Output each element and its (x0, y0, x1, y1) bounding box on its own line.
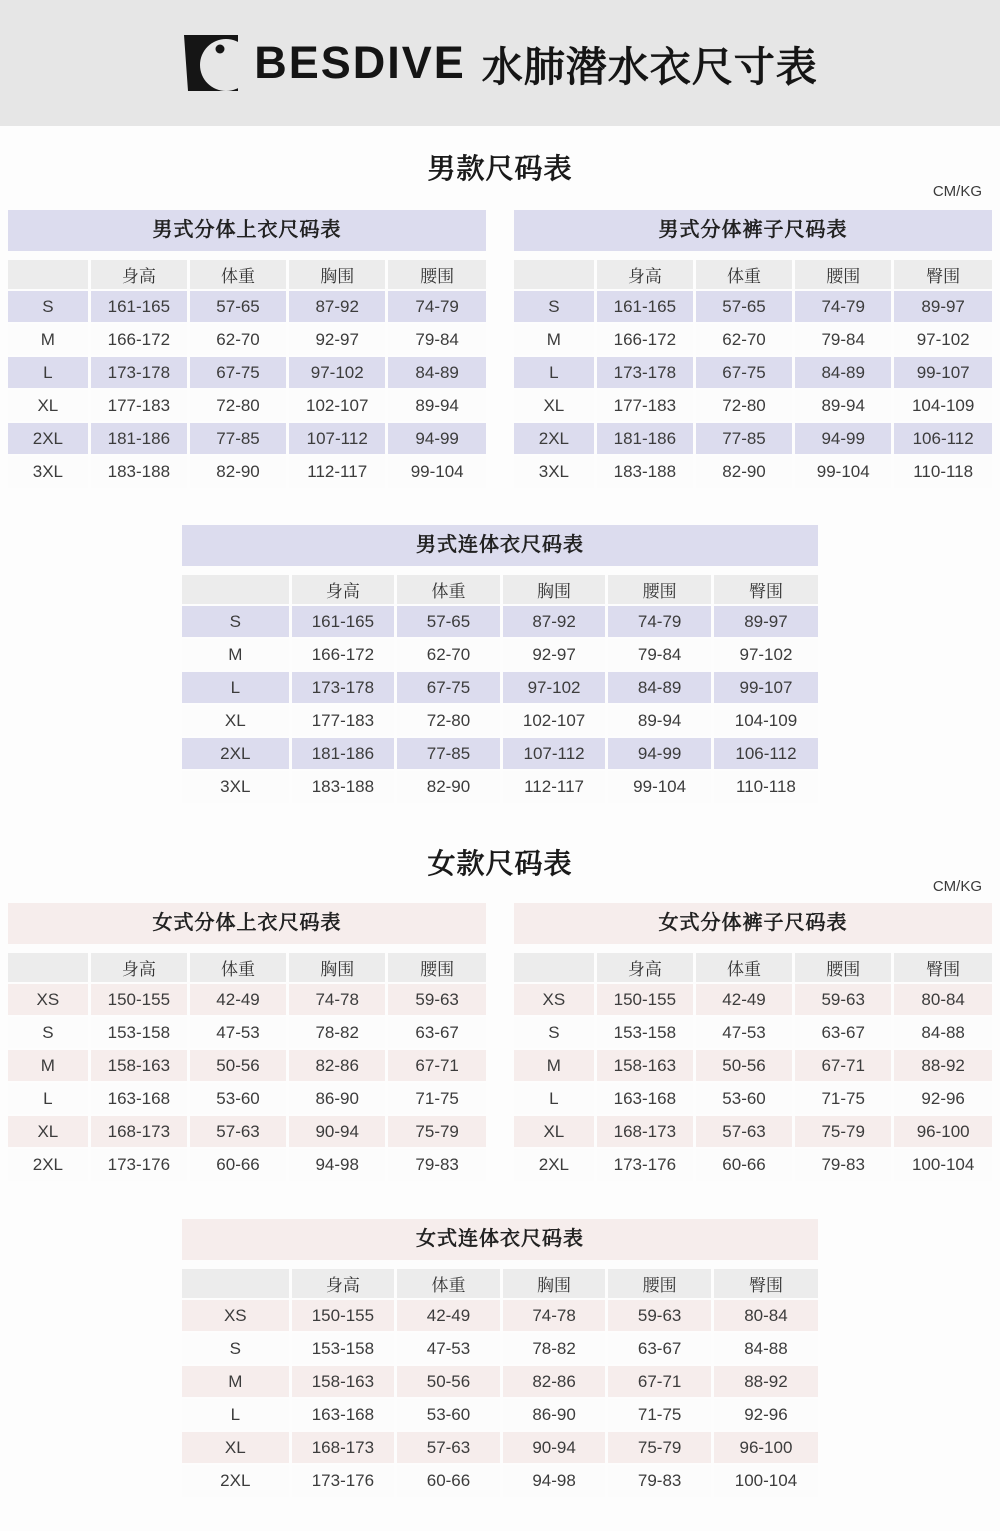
men-onepiece-table-title: 男式连体衣尺码表 (182, 525, 818, 566)
range-cell: 82-90 (396, 770, 502, 803)
size-cell: XS (8, 983, 89, 1016)
range-cell: 50-56 (188, 1049, 287, 1082)
table-row (182, 1431, 818, 1464)
size-cell: XL (514, 1115, 595, 1148)
range-cell: 82-90 (188, 455, 287, 488)
measure-column-header: 体重 (396, 574, 502, 605)
size-column-header (8, 952, 89, 983)
size-cell: 2XL (514, 422, 595, 455)
column-header-row (182, 574, 818, 605)
column-header-row (8, 259, 486, 290)
range-cell: 89-94 (387, 389, 486, 422)
range-cell: 67-75 (396, 671, 502, 704)
measure-column-header: 臀围 (712, 574, 818, 605)
brand-banner (0, 0, 1000, 126)
range-cell: 99-104 (387, 455, 486, 488)
table-row (8, 323, 486, 356)
range-cell: 99-107 (712, 671, 818, 704)
column-header-row (514, 952, 992, 983)
range-cell: 107-112 (288, 422, 387, 455)
size-cell: XL (8, 389, 89, 422)
range-cell: 59-63 (607, 1299, 713, 1332)
range-cell: 102-107 (501, 704, 607, 737)
women-onepiece-size-table (182, 1267, 818, 1497)
range-cell: 94-99 (794, 422, 893, 455)
size-cell: M (8, 323, 89, 356)
table-row (8, 422, 486, 455)
men-onepiece-size-table (182, 573, 818, 803)
size-cell: M (514, 323, 595, 356)
range-cell: 150-155 (89, 983, 188, 1016)
measure-column-header: 腰围 (794, 259, 893, 290)
range-cell: 42-49 (188, 983, 287, 1016)
range-cell: 57-65 (694, 290, 793, 323)
size-cell: L (8, 1082, 89, 1115)
table-row (514, 1148, 992, 1181)
range-cell: 78-82 (288, 1016, 387, 1049)
range-cell: 57-65 (396, 605, 502, 638)
table-row (8, 1148, 486, 1181)
range-cell: 71-75 (607, 1398, 713, 1431)
range-cell: 74-79 (794, 290, 893, 323)
range-cell: 153-158 (290, 1332, 396, 1365)
range-cell: 47-53 (694, 1016, 793, 1049)
range-cell: 84-89 (607, 671, 713, 704)
measure-column-header: 身高 (595, 952, 694, 983)
size-cell: 3XL (182, 770, 290, 803)
measure-column-header: 体重 (188, 952, 287, 983)
women-split-tables-row (0, 903, 1000, 1181)
range-cell: 96-100 (893, 1115, 992, 1148)
size-cell: L (514, 356, 595, 389)
size-cell: XL (182, 1431, 290, 1464)
range-cell: 96-100 (712, 1431, 818, 1464)
size-cell: XS (514, 983, 595, 1016)
range-cell: 60-66 (188, 1148, 287, 1181)
range-cell: 87-92 (288, 290, 387, 323)
size-cell: 2XL (514, 1148, 595, 1181)
range-cell: 99-104 (607, 770, 713, 803)
table-row (182, 1398, 818, 1431)
range-cell: 74-78 (501, 1299, 607, 1332)
table-row (182, 1332, 818, 1365)
range-cell: 59-63 (794, 983, 893, 1016)
range-cell: 82-86 (501, 1365, 607, 1398)
size-column-header (182, 1268, 290, 1299)
size-column-header (182, 574, 290, 605)
men-split-tables-row (0, 210, 1000, 488)
range-cell: 84-89 (794, 356, 893, 389)
women-unit-label: CM/KG (932, 878, 982, 895)
size-cell: M (182, 1365, 290, 1398)
table-row (514, 983, 992, 1016)
size-column-header (514, 952, 595, 983)
measure-column-header: 臀围 (712, 1268, 818, 1299)
table-row (182, 1299, 818, 1332)
men-unit-label: CM/KG (932, 183, 982, 200)
women-pants-table-block (514, 903, 992, 1181)
range-cell: 161-165 (290, 605, 396, 638)
men-section (0, 148, 1000, 803)
size-cell: M (8, 1049, 89, 1082)
range-cell: 173-176 (290, 1464, 396, 1497)
column-header-row (8, 952, 486, 983)
range-cell: 62-70 (188, 323, 287, 356)
table-row (8, 1115, 486, 1148)
range-cell: 181-186 (290, 737, 396, 770)
range-cell: 163-168 (595, 1082, 694, 1115)
size-cell: S (8, 290, 89, 323)
range-cell: 168-173 (290, 1431, 396, 1464)
range-cell: 63-67 (607, 1332, 713, 1365)
range-cell: 183-188 (290, 770, 396, 803)
range-cell: 80-84 (893, 983, 992, 1016)
range-cell: 100-104 (893, 1148, 992, 1181)
measure-column-header: 体重 (396, 1268, 502, 1299)
bestdive-fish-logo-icon (182, 35, 238, 91)
range-cell: 63-67 (794, 1016, 893, 1049)
men-top-table-block (8, 210, 486, 488)
range-cell: 80-84 (712, 1299, 818, 1332)
range-cell: 74-78 (288, 983, 387, 1016)
range-cell: 89-94 (607, 704, 713, 737)
size-cell: S (182, 1332, 290, 1365)
men-section-header (8, 148, 992, 200)
range-cell: 72-80 (694, 389, 793, 422)
range-cell: 181-186 (595, 422, 694, 455)
range-cell: 86-90 (501, 1398, 607, 1431)
range-cell: 84-89 (387, 356, 486, 389)
range-cell: 79-83 (794, 1148, 893, 1181)
size-cell: 2XL (182, 1464, 290, 1497)
table-row (182, 737, 818, 770)
range-cell: 163-168 (290, 1398, 396, 1431)
range-cell: 92-96 (893, 1082, 992, 1115)
measure-column-header: 胸围 (288, 952, 387, 983)
range-cell: 53-60 (694, 1082, 793, 1115)
range-cell: 84-88 (893, 1016, 992, 1049)
measure-column-header: 臀围 (893, 952, 992, 983)
column-header-row (182, 1268, 818, 1299)
range-cell: 62-70 (396, 638, 502, 671)
range-cell: 88-92 (893, 1049, 992, 1082)
table-row (8, 1082, 486, 1115)
range-cell: 97-102 (501, 671, 607, 704)
range-cell: 47-53 (396, 1332, 502, 1365)
table-row (182, 638, 818, 671)
women-section-header (8, 843, 992, 895)
table-row (8, 290, 486, 323)
table-row (8, 983, 486, 1016)
range-cell: 57-65 (188, 290, 287, 323)
table-row (182, 770, 818, 803)
range-cell: 50-56 (396, 1365, 502, 1398)
size-cell: 2XL (8, 1148, 89, 1181)
table-row (8, 1016, 486, 1049)
women-onepiece-table-title: 女式连体衣尺码表 (182, 1219, 818, 1260)
women-pants-size-table (514, 951, 992, 1181)
range-cell: 74-79 (387, 290, 486, 323)
range-cell: 77-85 (396, 737, 502, 770)
range-cell: 158-163 (290, 1365, 396, 1398)
range-cell: 161-165 (89, 290, 188, 323)
men-top-size-table (8, 258, 486, 488)
range-cell: 150-155 (595, 983, 694, 1016)
range-cell: 53-60 (188, 1082, 287, 1115)
range-cell: 88-92 (712, 1365, 818, 1398)
range-cell: 181-186 (89, 422, 188, 455)
measure-column-header: 身高 (89, 952, 188, 983)
range-cell: 97-102 (288, 356, 387, 389)
range-cell: 99-107 (893, 356, 992, 389)
size-cell: S (514, 1016, 595, 1049)
range-cell: 177-183 (595, 389, 694, 422)
measure-column-header: 体重 (694, 952, 793, 983)
size-cell: M (182, 638, 290, 671)
range-cell: 87-92 (501, 605, 607, 638)
range-cell: 106-112 (893, 422, 992, 455)
range-cell: 92-96 (712, 1398, 818, 1431)
men-section-title: 男款尺码表 (427, 153, 573, 184)
range-cell: 75-79 (607, 1431, 713, 1464)
measure-column-header: 身高 (290, 574, 396, 605)
range-cell: 100-104 (712, 1464, 818, 1497)
range-cell: 71-75 (387, 1082, 486, 1115)
size-cell: 3XL (514, 455, 595, 488)
measure-column-header: 身高 (595, 259, 694, 290)
range-cell: 74-79 (607, 605, 713, 638)
range-cell: 166-172 (290, 638, 396, 671)
measure-column-header: 身高 (290, 1268, 396, 1299)
range-cell: 183-188 (89, 455, 188, 488)
women-top-table-title: 女式分体上衣尺码表 (8, 903, 486, 944)
range-cell: 94-99 (387, 422, 486, 455)
column-header-row (514, 259, 992, 290)
range-cell: 94-99 (607, 737, 713, 770)
range-cell: 90-94 (501, 1431, 607, 1464)
range-cell: 79-83 (607, 1464, 713, 1497)
range-cell: 173-178 (89, 356, 188, 389)
men-pants-size-table (514, 258, 992, 488)
range-cell: 47-53 (188, 1016, 287, 1049)
measure-column-header: 体重 (188, 259, 287, 290)
measure-column-header: 腰围 (607, 1268, 713, 1299)
measure-column-header: 臀围 (893, 259, 992, 290)
range-cell: 75-79 (387, 1115, 486, 1148)
table-row (8, 356, 486, 389)
range-cell: 57-63 (694, 1115, 793, 1148)
table-row (182, 704, 818, 737)
range-cell: 77-85 (694, 422, 793, 455)
range-cell: 99-104 (794, 455, 893, 488)
size-column-header (514, 259, 595, 290)
size-cell: S (514, 290, 595, 323)
range-cell: 60-66 (396, 1464, 502, 1497)
size-cell: L (182, 671, 290, 704)
range-cell: 79-84 (387, 323, 486, 356)
range-cell: 50-56 (694, 1049, 793, 1082)
range-cell: 153-158 (595, 1016, 694, 1049)
range-cell: 72-80 (396, 704, 502, 737)
range-cell: 82-86 (288, 1049, 387, 1082)
table-row (182, 1365, 818, 1398)
range-cell: 67-71 (387, 1049, 486, 1082)
range-cell: 92-97 (288, 323, 387, 356)
table-row (8, 1049, 486, 1082)
range-cell: 57-63 (188, 1115, 287, 1148)
measure-column-header: 胸围 (501, 574, 607, 605)
table-row (182, 1464, 818, 1497)
range-cell: 89-97 (712, 605, 818, 638)
table-row (514, 455, 992, 488)
men-onepiece-table-block (182, 525, 818, 803)
range-cell: 177-183 (89, 389, 188, 422)
range-cell: 72-80 (188, 389, 287, 422)
range-cell: 67-75 (188, 356, 287, 389)
women-pants-table-title: 女式分体裤子尺码表 (514, 903, 992, 944)
measure-column-header: 身高 (89, 259, 188, 290)
range-cell: 163-168 (89, 1082, 188, 1115)
men-pants-table-block (514, 210, 992, 488)
range-cell: 42-49 (694, 983, 793, 1016)
range-cell: 150-155 (290, 1299, 396, 1332)
range-cell: 67-71 (607, 1365, 713, 1398)
size-cell: XL (514, 389, 595, 422)
size-cell: XL (182, 704, 290, 737)
size-cell: S (8, 1016, 89, 1049)
range-cell: 53-60 (396, 1398, 502, 1431)
size-cell: XS (182, 1299, 290, 1332)
table-row (514, 1082, 992, 1115)
measure-column-header: 腰围 (387, 259, 486, 290)
range-cell: 158-163 (89, 1049, 188, 1082)
range-cell: 97-102 (712, 638, 818, 671)
table-row (514, 323, 992, 356)
women-section (0, 843, 1000, 1497)
table-row (182, 605, 818, 638)
size-cell: 2XL (8, 422, 89, 455)
range-cell: 158-163 (595, 1049, 694, 1082)
range-cell: 110-118 (893, 455, 992, 488)
measure-column-header: 胸围 (501, 1268, 607, 1299)
measure-column-header: 腰围 (607, 574, 713, 605)
range-cell: 173-176 (89, 1148, 188, 1181)
size-cell: XL (8, 1115, 89, 1148)
size-cell: M (514, 1049, 595, 1082)
table-row (514, 1016, 992, 1049)
range-cell: 78-82 (501, 1332, 607, 1365)
size-cell: 3XL (8, 455, 89, 488)
range-cell: 63-67 (387, 1016, 486, 1049)
table-row (182, 671, 818, 704)
range-cell: 104-109 (712, 704, 818, 737)
table-row (8, 455, 486, 488)
range-cell: 183-188 (595, 455, 694, 488)
women-top-size-table (8, 951, 486, 1181)
range-cell: 71-75 (794, 1082, 893, 1115)
range-cell: 166-172 (89, 323, 188, 356)
size-cell: 2XL (182, 737, 290, 770)
table-row (514, 356, 992, 389)
range-cell: 166-172 (595, 323, 694, 356)
women-onepiece-table-block (182, 1219, 818, 1497)
range-cell: 89-94 (794, 389, 893, 422)
table-row (514, 1049, 992, 1082)
measure-column-header: 胸围 (288, 259, 387, 290)
range-cell: 79-84 (607, 638, 713, 671)
range-cell: 92-97 (501, 638, 607, 671)
range-cell: 57-63 (396, 1431, 502, 1464)
range-cell: 94-98 (501, 1464, 607, 1497)
table-row (514, 1115, 992, 1148)
range-cell: 84-88 (712, 1332, 818, 1365)
size-cell: S (182, 605, 290, 638)
range-cell: 110-118 (712, 770, 818, 803)
table-row (514, 290, 992, 323)
range-cell: 67-71 (794, 1049, 893, 1082)
range-cell: 173-178 (595, 356, 694, 389)
men-top-table-title: 男式分体上衣尺码表 (8, 210, 486, 251)
range-cell: 94-98 (288, 1148, 387, 1181)
women-top-table-block (8, 903, 486, 1181)
measure-column-header: 腰围 (387, 952, 486, 983)
men-pants-table-title: 男式分体裤子尺码表 (514, 210, 992, 251)
range-cell: 62-70 (694, 323, 793, 356)
range-cell: 106-112 (712, 737, 818, 770)
table-row (514, 422, 992, 455)
measure-column-header: 腰围 (794, 952, 893, 983)
range-cell: 97-102 (893, 323, 992, 356)
range-cell: 89-97 (893, 290, 992, 323)
range-cell: 67-75 (694, 356, 793, 389)
measure-column-header: 体重 (694, 259, 793, 290)
range-cell: 177-183 (290, 704, 396, 737)
page-title: 水肺潜水衣尺寸表 (481, 43, 818, 90)
size-cell: L (182, 1398, 290, 1431)
range-cell: 79-83 (387, 1148, 486, 1181)
size-cell: L (8, 356, 89, 389)
range-cell: 107-112 (501, 737, 607, 770)
range-cell: 112-117 (501, 770, 607, 803)
women-section-title: 女款尺码表 (427, 848, 573, 879)
range-cell: 77-85 (188, 422, 287, 455)
range-cell: 59-63 (387, 983, 486, 1016)
range-cell: 79-84 (794, 323, 893, 356)
size-column-header (8, 259, 89, 290)
range-cell: 86-90 (288, 1082, 387, 1115)
range-cell: 112-117 (288, 455, 387, 488)
range-cell: 161-165 (595, 290, 694, 323)
range-cell: 90-94 (288, 1115, 387, 1148)
range-cell: 173-176 (595, 1148, 694, 1181)
range-cell: 168-173 (89, 1115, 188, 1148)
range-cell: 82-90 (694, 455, 793, 488)
range-cell: 102-107 (288, 389, 387, 422)
brand-name: BESDIVE (254, 37, 466, 88)
range-cell: 60-66 (694, 1148, 793, 1181)
range-cell: 173-178 (290, 671, 396, 704)
range-cell: 153-158 (89, 1016, 188, 1049)
range-cell: 42-49 (396, 1299, 502, 1332)
range-cell: 168-173 (595, 1115, 694, 1148)
table-row (8, 389, 486, 422)
range-cell: 75-79 (794, 1115, 893, 1148)
range-cell: 104-109 (893, 389, 992, 422)
table-row (514, 389, 992, 422)
size-cell: L (514, 1082, 595, 1115)
